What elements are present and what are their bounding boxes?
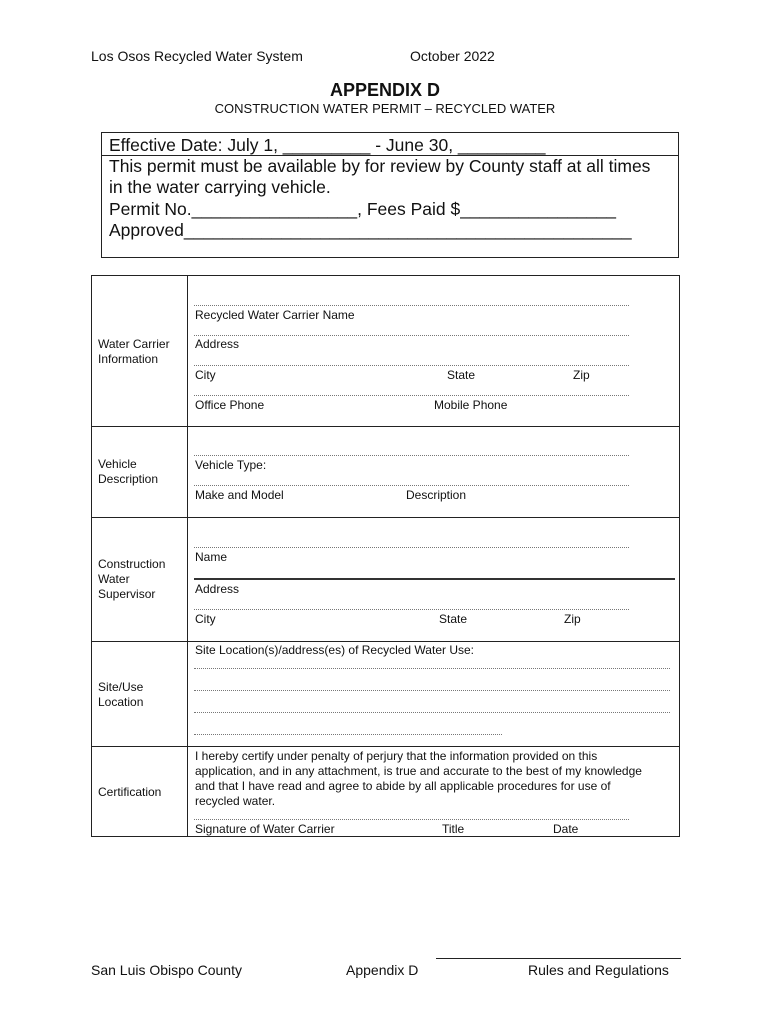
title-label: Title	[442, 822, 465, 836]
supervisor-city-field[interactable]	[194, 609, 629, 610]
carrier-name-label: Recycled Water Carrier Name	[195, 308, 355, 322]
footer-county: San Luis Obispo County	[91, 962, 242, 978]
row-divider	[92, 426, 679, 427]
supervisor-label: Construction Water Supervisor	[98, 557, 166, 601]
supervisor-address-field[interactable]	[194, 578, 675, 580]
carrier-address-label: Address	[195, 337, 240, 351]
site-location-prompt: Site Location(s)/address(es) of Recycled Water Use:	[195, 643, 474, 657]
vehicle-description-label: Description	[406, 488, 467, 502]
page-subtitle: CONSTRUCTION WATER PERMIT – RECYCLED WATER	[214, 101, 556, 116]
page-title: APPENDIX D	[329, 80, 441, 100]
supervisor-address-label: Address	[195, 582, 240, 596]
carrier-zip-label: Zip	[573, 368, 590, 382]
footer-rule	[436, 958, 681, 959]
availability-notice-cont: in the water carrying vehicle.	[109, 177, 331, 197]
supervisor-zip-label: Zip	[564, 612, 581, 626]
effective-date-line: Effective Date: July 1, _________ - June 30, _________	[109, 135, 546, 155]
certification-text-3: and that I have read and agree to abide by all applicable procedures for use of	[195, 779, 611, 793]
site-location-field-3[interactable]	[194, 712, 670, 713]
row-divider	[92, 746, 679, 747]
office-phone-label: Office Phone	[195, 398, 265, 412]
carrier-state-label: State	[447, 368, 476, 382]
availability-notice: This permit must be available by for review by County staff at all times	[109, 156, 651, 176]
mobile-phone-label: Mobile Phone	[434, 398, 508, 412]
supervisor-state-label: State	[439, 612, 468, 626]
supervisor-name-field[interactable]	[194, 547, 629, 548]
vehicle-type-label: Vehicle Type:	[195, 458, 267, 472]
vehicle-make-field[interactable]	[194, 485, 629, 486]
site-label: Site/Use Location	[98, 680, 144, 709]
signature-field[interactable]	[194, 819, 629, 820]
header-left: Los Osos Recycled Water System	[91, 48, 303, 64]
site-location-field-1[interactable]	[194, 668, 670, 669]
site-location-field-2[interactable]	[194, 690, 670, 691]
vehicle-type-field[interactable]	[194, 455, 629, 456]
approved-line: Approved______________________________________________	[109, 220, 632, 240]
supervisor-name-label: Name	[195, 550, 228, 564]
carrier-address-field[interactable]	[194, 335, 629, 336]
certification-text-4: recycled water.	[195, 794, 276, 808]
make-model-label: Make and Model	[195, 488, 284, 502]
footer-appendix: Appendix D	[346, 962, 419, 978]
row-divider	[92, 641, 679, 642]
vehicle-label: Vehicle Description	[98, 457, 159, 486]
site-location-field-4[interactable]	[194, 734, 502, 735]
certification-text-1: I hereby certify under penalty of perjury that the information provided on this	[195, 749, 598, 763]
date-label: Date	[553, 822, 579, 836]
header-date: October 2022	[410, 48, 495, 64]
permit-info-box	[101, 132, 679, 258]
permit-fees-line: Permit No._________________, Fees Paid $________________	[109, 199, 616, 219]
certification-label: Certification	[98, 785, 162, 799]
row-divider	[92, 517, 679, 518]
water-carrier-label: Water Carrier Information	[98, 337, 170, 366]
supervisor-city-label: City	[195, 612, 216, 626]
footer-rules: Rules and Regulations	[528, 962, 669, 978]
carrier-city-label: City	[195, 368, 216, 382]
table-column-divider	[187, 276, 188, 836]
carrier-name-field[interactable]	[194, 305, 629, 306]
certification-text-2: application, and in any attachment, is true and accurate to the best of my knowledge	[195, 764, 642, 778]
signature-label: Signature of Water Carrier	[195, 822, 335, 836]
carrier-phone-field[interactable]	[194, 395, 629, 396]
permit-form-table	[91, 275, 680, 837]
carrier-city-field[interactable]	[194, 365, 629, 366]
